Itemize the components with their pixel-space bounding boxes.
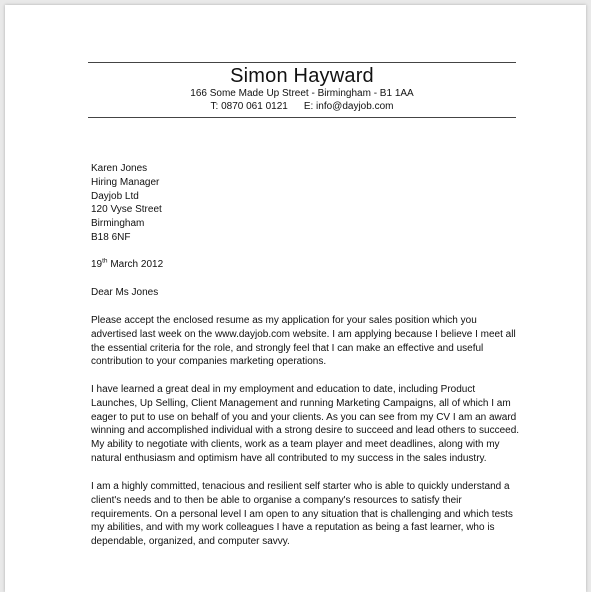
paragraph: Please accept the enclosed resume as my application for your sales position which you advertised last week on the www.dayjob.com website. I am applying because I believe I meet all the essential criteria for the role, and strongly feel that I can make an effective and useful contribution to your companies marketing operations. [91, 315, 516, 368]
header-bottom-rule [88, 117, 516, 118]
recipient-postcode: B18 6NF [91, 231, 131, 243]
letter-page [5, 5, 586, 592]
recipient-title: Hiring Manager [91, 176, 160, 188]
paragraph: I have learned a great deal in my employment and education to date, including Product Launches, Up Selling, Client Management and running Marketing Campaigns, all of which I am eager to put to use on behalf of you and your clients. As you can see from my CV I am an award winning and accomplished individual with a strong desire to succeed and lead others to succeed. My ability to negotiate with clients, work as a team player and meet deadlines, along with my natural enthusiasm and optimism have all contributed to my success in the sales industry. [91, 384, 520, 464]
recipient-address-block [91, 162, 521, 245]
sender-phone: T: 0870 061 0121 [210, 101, 288, 112]
date-suffix: th [102, 257, 108, 265]
sender-address: 166 Some Made Up Street - Birmingham - B1 1AA [190, 88, 414, 99]
date-month-year: March 2012 [107, 259, 164, 270]
recipient-city: Birmingham [91, 218, 145, 230]
recipient-company: Dayjob Ltd [91, 190, 139, 202]
letter-date [91, 258, 521, 272]
header-top-rule [88, 62, 516, 63]
sender-name: Simon Hayward [230, 65, 374, 87]
sender-contact [88, 101, 516, 112]
recipient-street: 120 Vyse Street [91, 204, 162, 216]
date-day: 19 [91, 259, 103, 270]
sender-email: E: info@dayjob.com [303, 101, 394, 112]
salutation: Dear Ms Jones [91, 287, 159, 298]
recipient-name: Karen Jones [91, 163, 148, 174]
paragraph: I am a highly committed, tenacious and resilient self starter who is able to quickly understand a client's needs and to then be able to organise a company's resources to satisfy their requirements. On a personal level I am open to any situation that is challenging and which tests my abilities, and with my work colleagues I have a reputation as being a fast learner, who is dependable, organized, and computer savvy. [91, 481, 513, 548]
